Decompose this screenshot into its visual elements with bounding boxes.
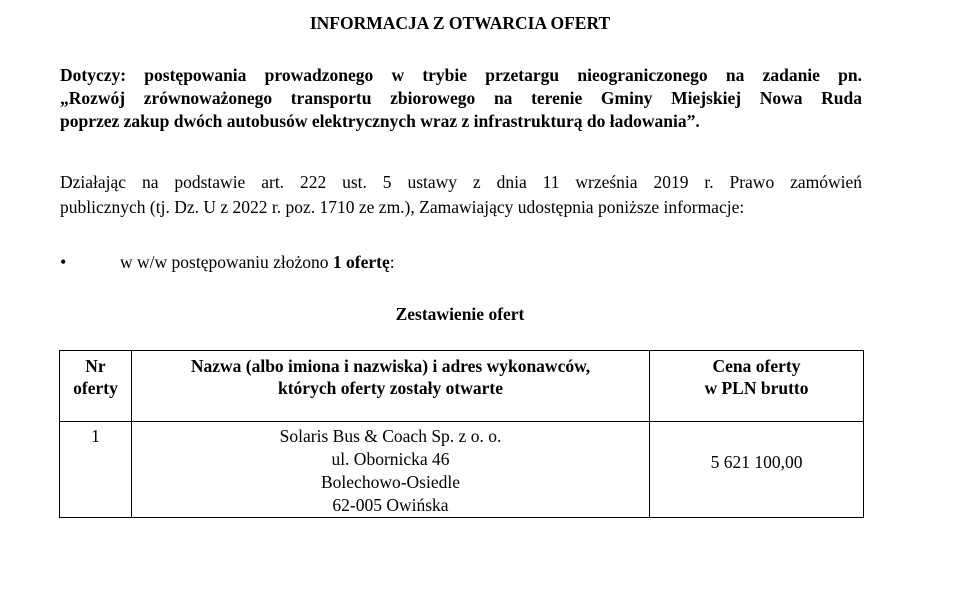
contractor-postal: 62-005 Owińska xyxy=(332,495,449,515)
subject-line: poprzez zakup dwóch autobusów elektrycznych wraz z infrastrukturą do ładowania”. xyxy=(60,111,700,131)
cell-price: 5 621 100,00 xyxy=(650,422,864,518)
header-contractor xyxy=(132,351,650,422)
header-offer-number xyxy=(60,351,132,422)
offer-count-prefix: w w/w postępowaniu złożono xyxy=(120,252,333,272)
offers-table xyxy=(59,350,864,518)
offer-count-suffix: : xyxy=(389,252,395,272)
section-title: Zestawienie ofert xyxy=(395,304,525,324)
cell-contractor xyxy=(132,422,650,518)
header-text: Cena oferty xyxy=(712,356,801,376)
cell-offer-number: 1 xyxy=(60,422,132,518)
subject-line: Dotyczy: postępowania prowadzonego w trybie przetargu nieograniczonego na zadanie pn. xyxy=(60,65,862,85)
header-text: Nr xyxy=(85,356,106,376)
document-title: INFORMACJA Z OTWARCIA OFERT xyxy=(309,13,611,33)
header-text: Nazwa (albo imiona i nazwiska) i adres wykonawców, xyxy=(190,356,591,376)
legal-basis-line: publicznych (tj. Dz. U z 2022 r. poz. 1710 ze zm.), Zamawiający udostępnia poniższe informacje: xyxy=(60,197,745,217)
offer-count-value: 1 ofertę xyxy=(332,252,390,272)
subject-line: „Rozwój zrównoważonego transportu zbiorowego na terenie Gminy Miejskiej Nowa Ruda xyxy=(60,88,862,108)
table-header-row xyxy=(60,351,864,422)
bullet-icon: • xyxy=(60,252,67,272)
legal-basis-paragraph xyxy=(60,170,862,220)
header-text: w PLN brutto xyxy=(704,378,809,398)
table-row xyxy=(60,422,864,518)
contractor-name: Solaris Bus & Coach Sp. z o. o. xyxy=(279,426,502,446)
legal-basis-line: Działając na podstawie art. 222 ust. 5 ustawy z dnia 11 września 2019 r. Prawo zamówień xyxy=(60,172,862,192)
contractor-city: Bolechowo-Osiedle xyxy=(321,472,460,492)
header-price xyxy=(650,351,864,422)
subject-paragraph xyxy=(60,64,862,133)
header-text: oferty xyxy=(73,378,118,398)
header-text: których oferty zostały otwarte xyxy=(278,378,503,398)
offer-count-text xyxy=(120,250,395,274)
contractor-street: ul. Obornicka 46 xyxy=(331,449,450,469)
